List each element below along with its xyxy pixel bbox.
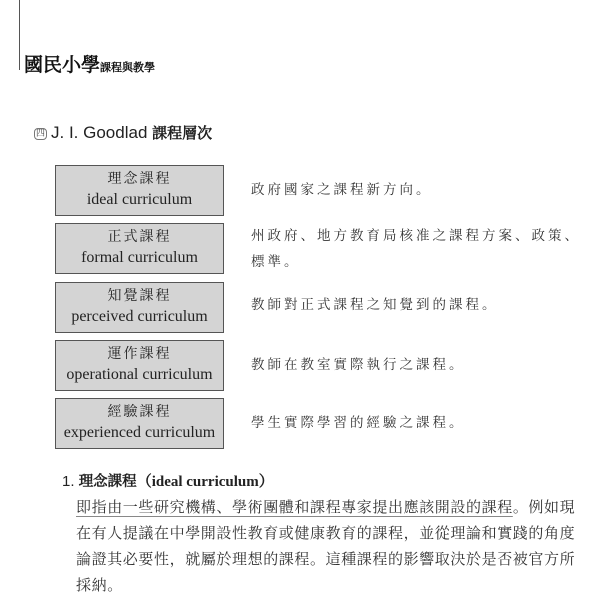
running-head xyxy=(24,50,155,77)
level-name-zh: 知覺課程 xyxy=(107,288,172,304)
section-number: 四 xyxy=(36,129,46,139)
level-name-en: ideal curriculum xyxy=(86,191,193,208)
section-title-zh: 課程層次 xyxy=(152,124,213,142)
underlined-definition: 即指由一些研究機構、學術團體和課程專家提出應該開設的課程 xyxy=(76,498,513,516)
curriculum-level-experienced xyxy=(55,398,600,449)
item-heading xyxy=(62,470,274,491)
level-description: 州政府、地方教育局核准之課程方案、政策、標準。 xyxy=(251,228,581,270)
curriculum-level-ideal xyxy=(55,165,600,216)
level-name-en: operational curriculum xyxy=(66,366,213,383)
level-box xyxy=(55,223,224,274)
book-subtitle: 課程與教學 xyxy=(100,61,156,74)
section-title-en: J. I. Goodlad xyxy=(51,123,153,142)
body-text: 。例如現在有人提議在中學開設性教育或健康教育的課程，並從理論和實踐的角度論證其必要性，就屬於理想的課程。這種課程的影響取決於是否被官方所採納。 xyxy=(76,498,576,594)
level-name-en: experienced curriculum xyxy=(63,424,216,441)
level-name-en: formal curriculum xyxy=(81,249,198,266)
section-heading xyxy=(34,122,212,143)
level-description: 教師在教室實際執行之課程。 xyxy=(251,357,466,373)
level-name-zh: 經驗課程 xyxy=(107,404,172,420)
level-box xyxy=(55,165,224,216)
book-title: 國民小學 xyxy=(24,54,101,76)
level-name-zh: 理念課程 xyxy=(107,171,172,187)
item-body xyxy=(76,494,586,598)
item-title-en: （ideal curriculum） xyxy=(136,474,274,490)
level-box xyxy=(55,282,224,333)
item-number: 1. xyxy=(62,473,79,490)
curriculum-level-formal xyxy=(55,223,600,274)
level-name-zh: 運作課程 xyxy=(107,346,172,362)
margin-rule xyxy=(19,0,20,70)
level-description: 教師對正式課程之知覺到的課程。 xyxy=(251,297,499,313)
curriculum-level-perceived xyxy=(55,282,600,333)
item-title-zh: 理念課程 xyxy=(78,474,137,490)
level-box xyxy=(55,340,224,391)
curriculum-level-operational xyxy=(55,340,600,391)
level-name-en: perceived curriculum xyxy=(71,308,208,325)
level-box xyxy=(55,398,224,449)
level-name-zh: 正式課程 xyxy=(107,229,172,245)
level-description: 政府國家之課程新方向。 xyxy=(251,182,433,198)
level-description: 學生實際學習的經驗之課程。 xyxy=(251,415,466,431)
